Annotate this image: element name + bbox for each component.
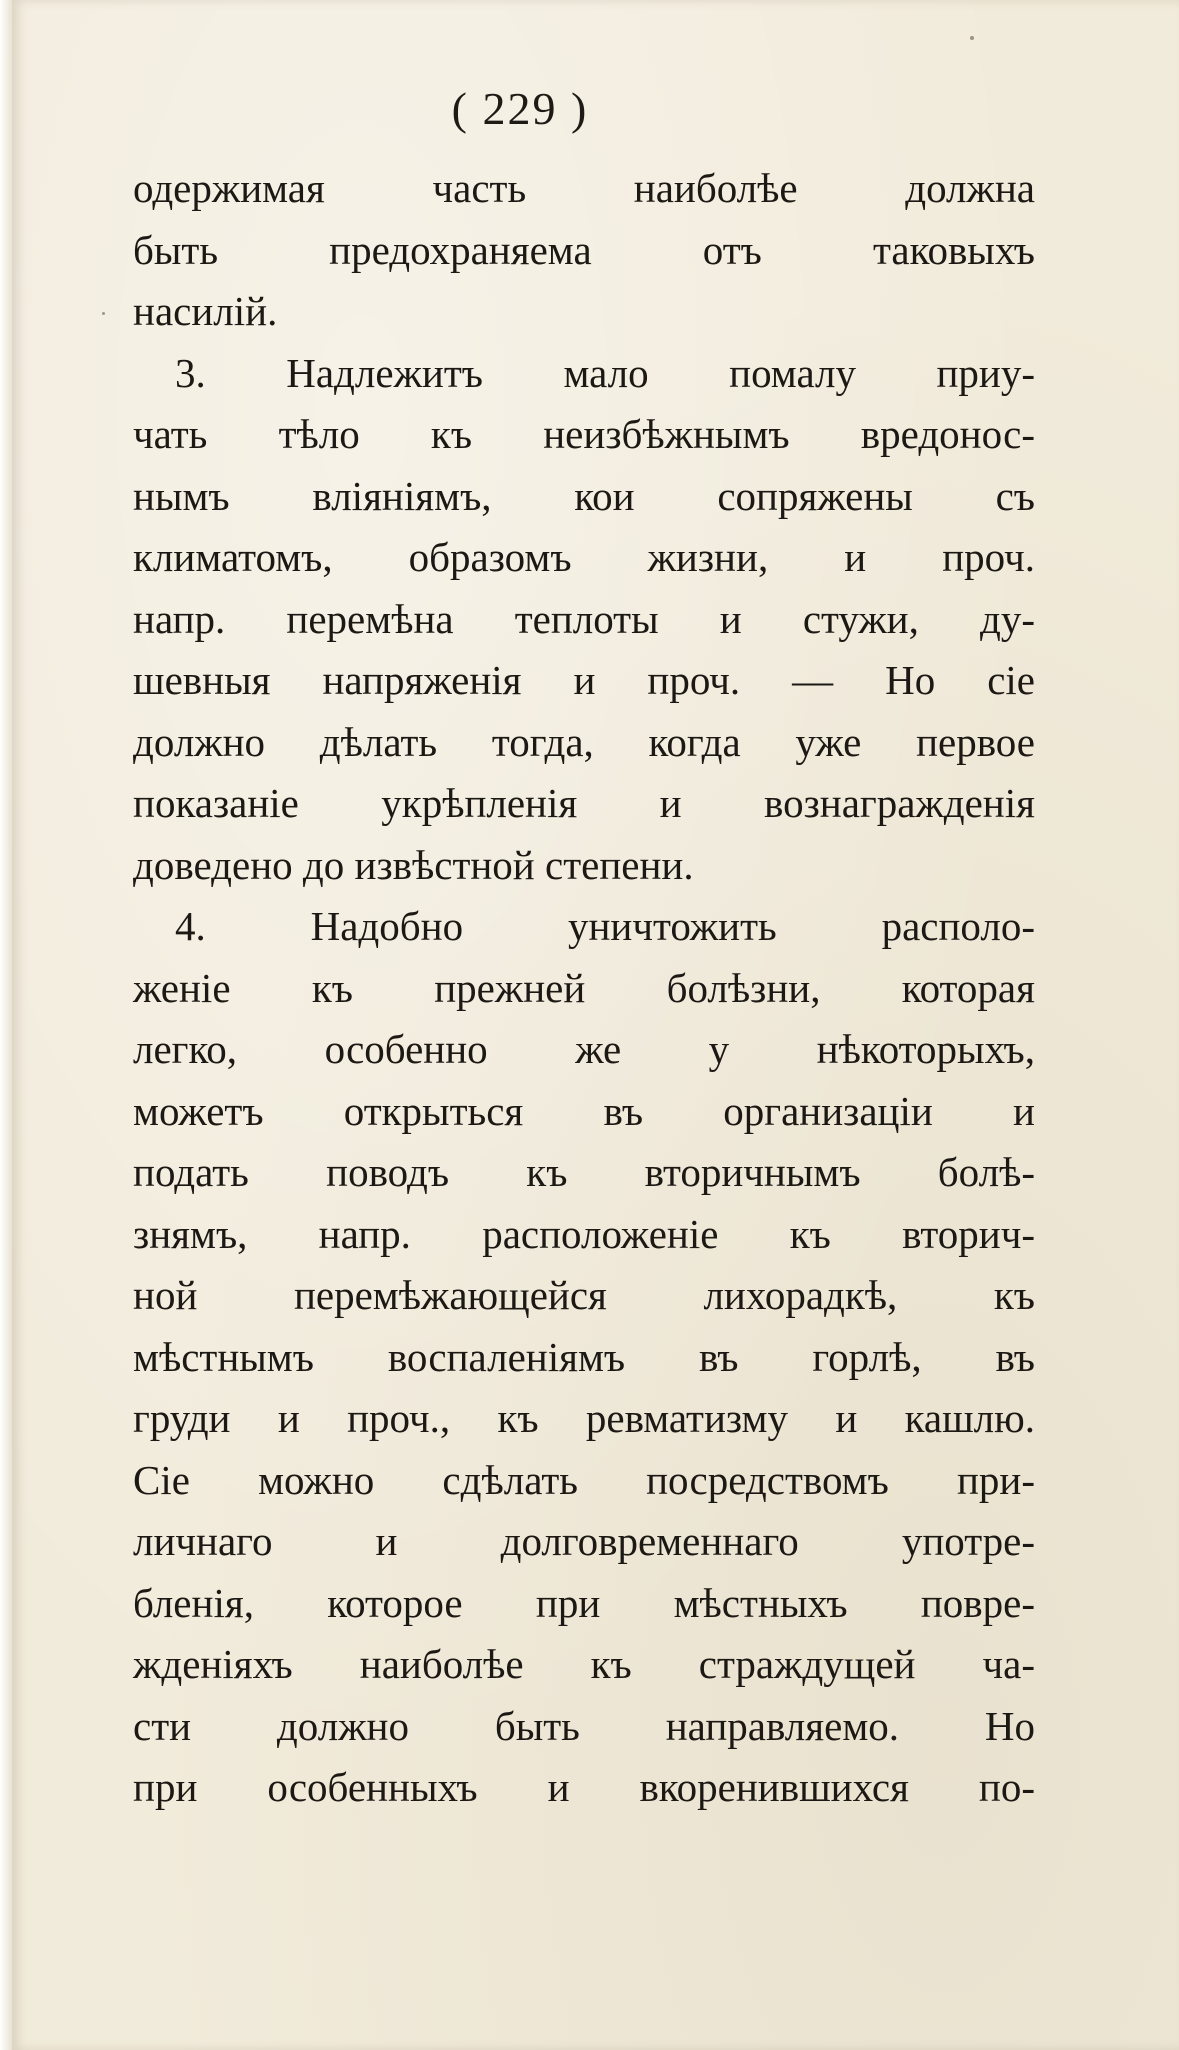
ink-speck xyxy=(102,312,105,315)
text-line: Сiе можно сдѣлать посредствомъ при- xyxy=(133,1456,1035,1503)
body-text xyxy=(133,158,1035,1819)
ink-speck xyxy=(970,36,974,40)
text-line: показанiе укрѣпленiя и вознагражденiя xyxy=(133,780,1035,826)
text-line: нымъ влiянiямъ, кои сопряжены съ xyxy=(133,472,1035,519)
text-line: личнаго и долговременнаго употре- xyxy=(133,1518,1035,1564)
text-line: доведено до извѣстной степени. xyxy=(133,841,694,888)
text-line: чать тѣло къ неизбѣжнымъ вредонос- xyxy=(133,411,1035,457)
text-line: мѣстнымъ воспаленiямъ въ горлѣ, въ xyxy=(133,1333,1035,1380)
text-line: напр. перемѣна теплоты и стужи, ду- xyxy=(133,595,1035,642)
text-line: ной перемѣжающейся лихорадкѣ, къ xyxy=(133,1272,1035,1318)
text-line: должно дѣлать тогда, когда уже первое xyxy=(133,718,1035,765)
text-line: климатомъ, образомъ жизни, и проч. xyxy=(133,534,1035,580)
text-line: шевныя напряженiя и проч. — Но сiе xyxy=(133,657,1035,703)
text-line: одержимая часть наиболѣе должна xyxy=(133,165,1035,211)
text-line: жденiяхъ наиболѣе къ страждущей ча- xyxy=(133,1641,1035,1687)
text-line: легко, особенно же у нѣкоторыхъ, xyxy=(133,1026,1035,1072)
paragraph-3-start: 3. Надлежитъ мало помалу приу- xyxy=(175,349,1035,396)
text-line: груди и проч., къ ревматизму и кашлю. xyxy=(133,1395,1035,1441)
text-line: подать поводъ къ вторичнымъ болѣ- xyxy=(133,1149,1035,1195)
text-line: женiе къ прежней болѣзни, которая xyxy=(133,964,1035,1011)
text-line: быть предохраняема отъ таковыхъ xyxy=(133,226,1035,273)
text-line: при особенныхъ и вкоренившихся по- xyxy=(133,1764,1035,1810)
text-line: сти должно быть направляемо. Но xyxy=(133,1702,1035,1749)
text-line: бленiя, которое при мѣстныхъ повре- xyxy=(133,1579,1035,1626)
text-line: знямъ, напр. расположенiе къ вторич- xyxy=(133,1210,1035,1257)
page-number: ( 229 ) xyxy=(451,83,589,134)
text-line: насилiй. xyxy=(133,288,278,334)
page-gutter xyxy=(0,0,12,2050)
paragraph-4-start: 4. Надобно уничтожить располо- xyxy=(175,903,1035,949)
text-line: можетъ открыться въ организацiи и xyxy=(133,1087,1035,1134)
